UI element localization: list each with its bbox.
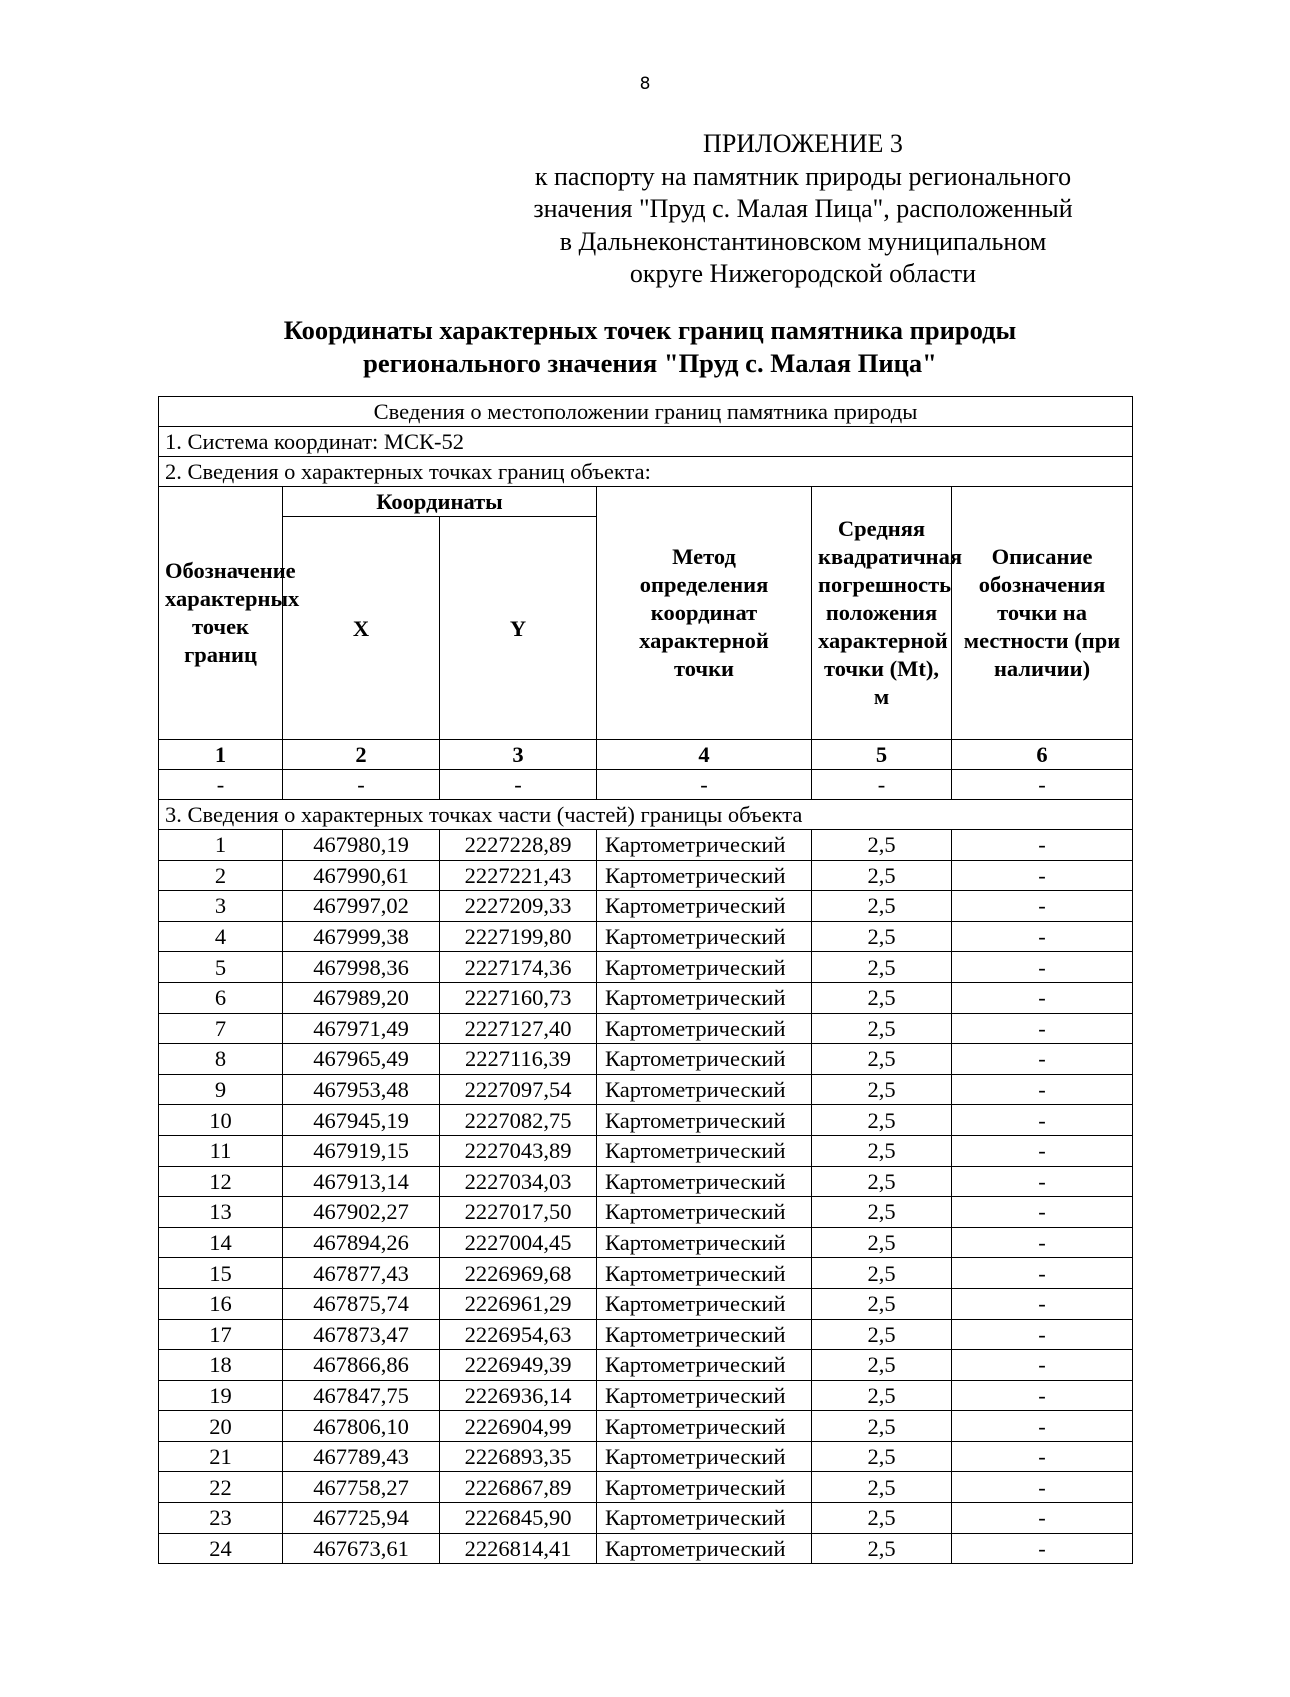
description-cell: - xyxy=(952,1227,1133,1258)
description-cell: - xyxy=(952,1288,1133,1319)
method-cell: Картометрический xyxy=(597,921,812,952)
section-coordinate-system: 1. Система координат: МСК-52 xyxy=(159,427,1133,457)
mean-error-cell: 2,5 xyxy=(812,1197,952,1228)
coord-y-cell: 2227043,89 xyxy=(440,1135,597,1166)
point-number-cell: 7 xyxy=(159,1013,283,1044)
description-cell: - xyxy=(952,1074,1133,1105)
method-cell: Картометрический xyxy=(597,1166,812,1197)
point-number-cell: 17 xyxy=(159,1319,283,1350)
point-number-cell: 24 xyxy=(159,1533,283,1564)
description-cell: - xyxy=(952,952,1133,983)
method-cell: Картометрический xyxy=(597,1135,812,1166)
appendix-line: в Дальнеконстантиновском муниципальном xyxy=(559,226,1047,256)
method-cell: Картометрический xyxy=(597,952,812,983)
header-designation: Обозначение характерных точек границ xyxy=(159,487,283,740)
point-number-cell: 2 xyxy=(159,860,283,891)
coord-x-cell: 467894,26 xyxy=(283,1227,440,1258)
mean-error-cell: 2,5 xyxy=(812,1288,952,1319)
description-cell: - xyxy=(952,1441,1133,1472)
coord-y-cell: 2227228,89 xyxy=(440,830,597,861)
table-row xyxy=(159,1197,1133,1228)
coord-x-cell: 467873,47 xyxy=(283,1319,440,1350)
column-number: 1 xyxy=(159,740,283,770)
header-coordinates: Координаты xyxy=(283,487,597,517)
method-cell: Картометрический xyxy=(597,1350,812,1381)
page-number: 8 xyxy=(639,74,651,94)
method-cell: Картометрический xyxy=(597,1288,812,1319)
coord-y-cell: 2226814,41 xyxy=(440,1533,597,1564)
table-row xyxy=(159,921,1133,952)
title-line: Координаты характерных точек границ памятника природы xyxy=(283,315,1017,345)
mean-error-cell: 2,5 xyxy=(812,1503,952,1534)
mean-error-cell: 2,5 xyxy=(812,1166,952,1197)
appendix-heading: ПРИЛОЖЕНИЕ 3 xyxy=(703,129,903,158)
table-row xyxy=(159,982,1133,1013)
table-row xyxy=(159,1227,1133,1258)
point-number-cell: 11 xyxy=(159,1135,283,1166)
description-cell: - xyxy=(952,1166,1133,1197)
coord-x-cell: 467806,10 xyxy=(283,1411,440,1442)
coord-x-cell: 467673,61 xyxy=(283,1533,440,1564)
empty-cell: - xyxy=(812,770,952,800)
coord-x-cell: 467919,15 xyxy=(283,1135,440,1166)
coord-y-cell: 2227199,80 xyxy=(440,921,597,952)
table-row xyxy=(159,1166,1133,1197)
point-number-cell: 13 xyxy=(159,1197,283,1228)
description-cell: - xyxy=(952,1044,1133,1075)
point-number-cell: 8 xyxy=(159,1044,283,1075)
description-cell: - xyxy=(952,1258,1133,1289)
point-number-cell: 21 xyxy=(159,1441,283,1472)
description-cell: - xyxy=(952,982,1133,1013)
description-cell: - xyxy=(952,1197,1133,1228)
description-cell: - xyxy=(952,860,1133,891)
point-number-cell: 4 xyxy=(159,921,283,952)
empty-cell: - xyxy=(159,770,283,800)
coord-x-cell: 467989,20 xyxy=(283,982,440,1013)
description-cell: - xyxy=(952,1350,1133,1381)
column-number: 3 xyxy=(440,740,597,770)
coord-x-cell: 467999,38 xyxy=(283,921,440,952)
header-y: Y xyxy=(440,517,597,740)
mean-error-cell: 2,5 xyxy=(812,1044,952,1075)
table-row xyxy=(159,891,1133,922)
title-line: регионального значения "Пруд с. Малая Пица" xyxy=(363,348,937,378)
table-row xyxy=(159,830,1133,861)
mean-error-cell: 2,5 xyxy=(812,1350,952,1381)
table-row xyxy=(159,1074,1133,1105)
description-cell: - xyxy=(952,1472,1133,1503)
coord-x-cell: 467875,74 xyxy=(283,1288,440,1319)
method-cell: Картометрический xyxy=(597,1258,812,1289)
coord-y-cell: 2226893,35 xyxy=(440,1441,597,1472)
method-cell: Картометрический xyxy=(597,891,812,922)
appendix-block xyxy=(480,128,1126,291)
description-cell: - xyxy=(952,1533,1133,1564)
table-row xyxy=(159,1258,1133,1289)
appendix-line: значения "Пруд с. Малая Пица", расположенный xyxy=(533,194,1073,223)
coord-y-cell: 2227209,33 xyxy=(440,891,597,922)
empty-cell: - xyxy=(952,770,1133,800)
coord-y-cell: 2227174,36 xyxy=(440,952,597,983)
point-number-cell: 5 xyxy=(159,952,283,983)
coord-x-cell: 467990,61 xyxy=(283,860,440,891)
document-title xyxy=(150,314,1150,380)
mean-error-cell: 2,5 xyxy=(812,1105,952,1136)
description-cell: - xyxy=(952,1135,1133,1166)
coord-y-cell: 2227127,40 xyxy=(440,1013,597,1044)
header-description: Описание обозначения точки на местности (при наличии) xyxy=(952,487,1133,740)
coord-y-cell: 2227017,50 xyxy=(440,1197,597,1228)
description-cell: - xyxy=(952,1013,1133,1044)
coord-y-cell: 2226949,39 xyxy=(440,1350,597,1381)
coord-x-cell: 467866,86 xyxy=(283,1350,440,1381)
coord-y-cell: 2226961,29 xyxy=(440,1288,597,1319)
table-row xyxy=(159,1044,1133,1075)
table-row xyxy=(159,1105,1133,1136)
method-cell: Картометрический xyxy=(597,1044,812,1075)
coord-y-cell: 2227160,73 xyxy=(440,982,597,1013)
empty-cell: - xyxy=(283,770,440,800)
table-row xyxy=(159,952,1133,983)
mean-error-cell: 2,5 xyxy=(812,1135,952,1166)
table-caption: Сведения о местоположении границ памятника природы xyxy=(159,397,1133,427)
point-number-cell: 23 xyxy=(159,1503,283,1534)
column-number: 5 xyxy=(812,740,952,770)
point-number-cell: 9 xyxy=(159,1074,283,1105)
point-number-cell: 20 xyxy=(159,1411,283,1442)
description-cell: - xyxy=(952,1105,1133,1136)
method-cell: Картометрический xyxy=(597,1533,812,1564)
mean-error-cell: 2,5 xyxy=(812,952,952,983)
coordinates-table xyxy=(158,396,1133,1564)
coord-y-cell: 2226954,63 xyxy=(440,1319,597,1350)
mean-error-cell: 2,5 xyxy=(812,1380,952,1411)
table-row xyxy=(159,1533,1133,1564)
coord-y-cell: 2226867,89 xyxy=(440,1472,597,1503)
point-number-cell: 12 xyxy=(159,1166,283,1197)
table-row xyxy=(159,1319,1133,1350)
point-number-cell: 19 xyxy=(159,1380,283,1411)
description-cell: - xyxy=(952,830,1133,861)
mean-error-cell: 2,5 xyxy=(812,891,952,922)
description-cell: - xyxy=(952,891,1133,922)
column-number: 6 xyxy=(952,740,1133,770)
method-cell: Картометрический xyxy=(597,1380,812,1411)
coord-x-cell: 467725,94 xyxy=(283,1503,440,1534)
section-part-boundary-points: 3. Сведения о характерных точках части (частей) границы объекта xyxy=(159,800,1133,830)
table-row xyxy=(159,860,1133,891)
coord-y-cell: 2227082,75 xyxy=(440,1105,597,1136)
method-cell: Картометрический xyxy=(597,1074,812,1105)
table-row xyxy=(159,1013,1133,1044)
coord-y-cell: 2226969,68 xyxy=(440,1258,597,1289)
coord-x-cell: 467758,27 xyxy=(283,1472,440,1503)
point-number-cell: 10 xyxy=(159,1105,283,1136)
point-number-cell: 15 xyxy=(159,1258,283,1289)
table-row xyxy=(159,1411,1133,1442)
coord-x-cell: 467953,48 xyxy=(283,1074,440,1105)
table-row xyxy=(159,1503,1133,1534)
table-row xyxy=(159,1472,1133,1503)
method-cell: Картометрический xyxy=(597,860,812,891)
coord-x-cell: 467847,75 xyxy=(283,1380,440,1411)
header-method: Метод определения координат характерной точки xyxy=(597,487,812,740)
mean-error-cell: 2,5 xyxy=(812,1074,952,1105)
appendix-line: к паспорту на памятник природы регионального xyxy=(534,161,1072,191)
description-cell: - xyxy=(952,921,1133,952)
coord-y-cell: 2227004,45 xyxy=(440,1227,597,1258)
coord-y-cell: 2227116,39 xyxy=(440,1044,597,1075)
mean-error-cell: 2,5 xyxy=(812,1013,952,1044)
method-cell: Картометрический xyxy=(597,1503,812,1534)
header-x: X xyxy=(283,517,440,740)
column-number: 2 xyxy=(283,740,440,770)
table-row xyxy=(159,1441,1133,1472)
appendix-line: округе Нижегородской области xyxy=(629,259,977,288)
method-cell: Картометрический xyxy=(597,1441,812,1472)
point-number-cell: 18 xyxy=(159,1350,283,1381)
mean-error-cell: 2,5 xyxy=(812,1472,952,1503)
mean-error-cell: 2,5 xyxy=(812,1533,952,1564)
coord-x-cell: 467971,49 xyxy=(283,1013,440,1044)
point-number-cell: 6 xyxy=(159,982,283,1013)
method-cell: Картометрический xyxy=(597,1197,812,1228)
header-error: Средняя квадратичная погрешность положения характерной точки (Mt), м xyxy=(812,487,952,740)
coord-y-cell: 2226904,99 xyxy=(440,1411,597,1442)
description-cell: - xyxy=(952,1380,1133,1411)
mean-error-cell: 2,5 xyxy=(812,1441,952,1472)
mean-error-cell: 2,5 xyxy=(812,1319,952,1350)
method-cell: Картометрический xyxy=(597,1319,812,1350)
method-cell: Картометрический xyxy=(597,1105,812,1136)
empty-cell: - xyxy=(440,770,597,800)
method-cell: Картометрический xyxy=(597,1472,812,1503)
coord-y-cell: 2226936,14 xyxy=(440,1380,597,1411)
coord-x-cell: 467997,02 xyxy=(283,891,440,922)
column-number: 4 xyxy=(597,740,812,770)
table-row xyxy=(159,1135,1133,1166)
method-cell: Картометрический xyxy=(597,982,812,1013)
coord-x-cell: 467913,14 xyxy=(283,1166,440,1197)
empty-cell: - xyxy=(597,770,812,800)
mean-error-cell: 2,5 xyxy=(812,1411,952,1442)
coord-x-cell: 467980,19 xyxy=(283,830,440,861)
table-row xyxy=(159,1288,1133,1319)
mean-error-cell: 2,5 xyxy=(812,982,952,1013)
method-cell: Картометрический xyxy=(597,1411,812,1442)
mean-error-cell: 2,5 xyxy=(812,830,952,861)
table-row xyxy=(159,1350,1133,1381)
coord-x-cell: 467965,49 xyxy=(283,1044,440,1075)
mean-error-cell: 2,5 xyxy=(812,921,952,952)
mean-error-cell: 2,5 xyxy=(812,1227,952,1258)
point-number-cell: 3 xyxy=(159,891,283,922)
method-cell: Картометрический xyxy=(597,830,812,861)
point-number-cell: 22 xyxy=(159,1472,283,1503)
mean-error-cell: 2,5 xyxy=(812,860,952,891)
method-cell: Картометрический xyxy=(597,1013,812,1044)
table-row xyxy=(159,1380,1133,1411)
coord-y-cell: 2226845,90 xyxy=(440,1503,597,1534)
description-cell: - xyxy=(952,1503,1133,1534)
coord-x-cell: 467877,43 xyxy=(283,1258,440,1289)
description-cell: - xyxy=(952,1319,1133,1350)
point-number-cell: 16 xyxy=(159,1288,283,1319)
mean-error-cell: 2,5 xyxy=(812,1258,952,1289)
coord-y-cell: 2227034,03 xyxy=(440,1166,597,1197)
point-number-cell: 14 xyxy=(159,1227,283,1258)
coord-x-cell: 467945,19 xyxy=(283,1105,440,1136)
point-number-cell: 1 xyxy=(159,830,283,861)
coord-x-cell: 467789,43 xyxy=(283,1441,440,1472)
method-cell: Картометрический xyxy=(597,1227,812,1258)
description-cell: - xyxy=(952,1411,1133,1442)
coord-y-cell: 2227221,43 xyxy=(440,860,597,891)
coord-x-cell: 467902,27 xyxy=(283,1197,440,1228)
coord-y-cell: 2227097,54 xyxy=(440,1074,597,1105)
section-boundary-points: 2. Сведения о характерных точках границ объекта: xyxy=(159,457,1133,487)
coord-x-cell: 467998,36 xyxy=(283,952,440,983)
